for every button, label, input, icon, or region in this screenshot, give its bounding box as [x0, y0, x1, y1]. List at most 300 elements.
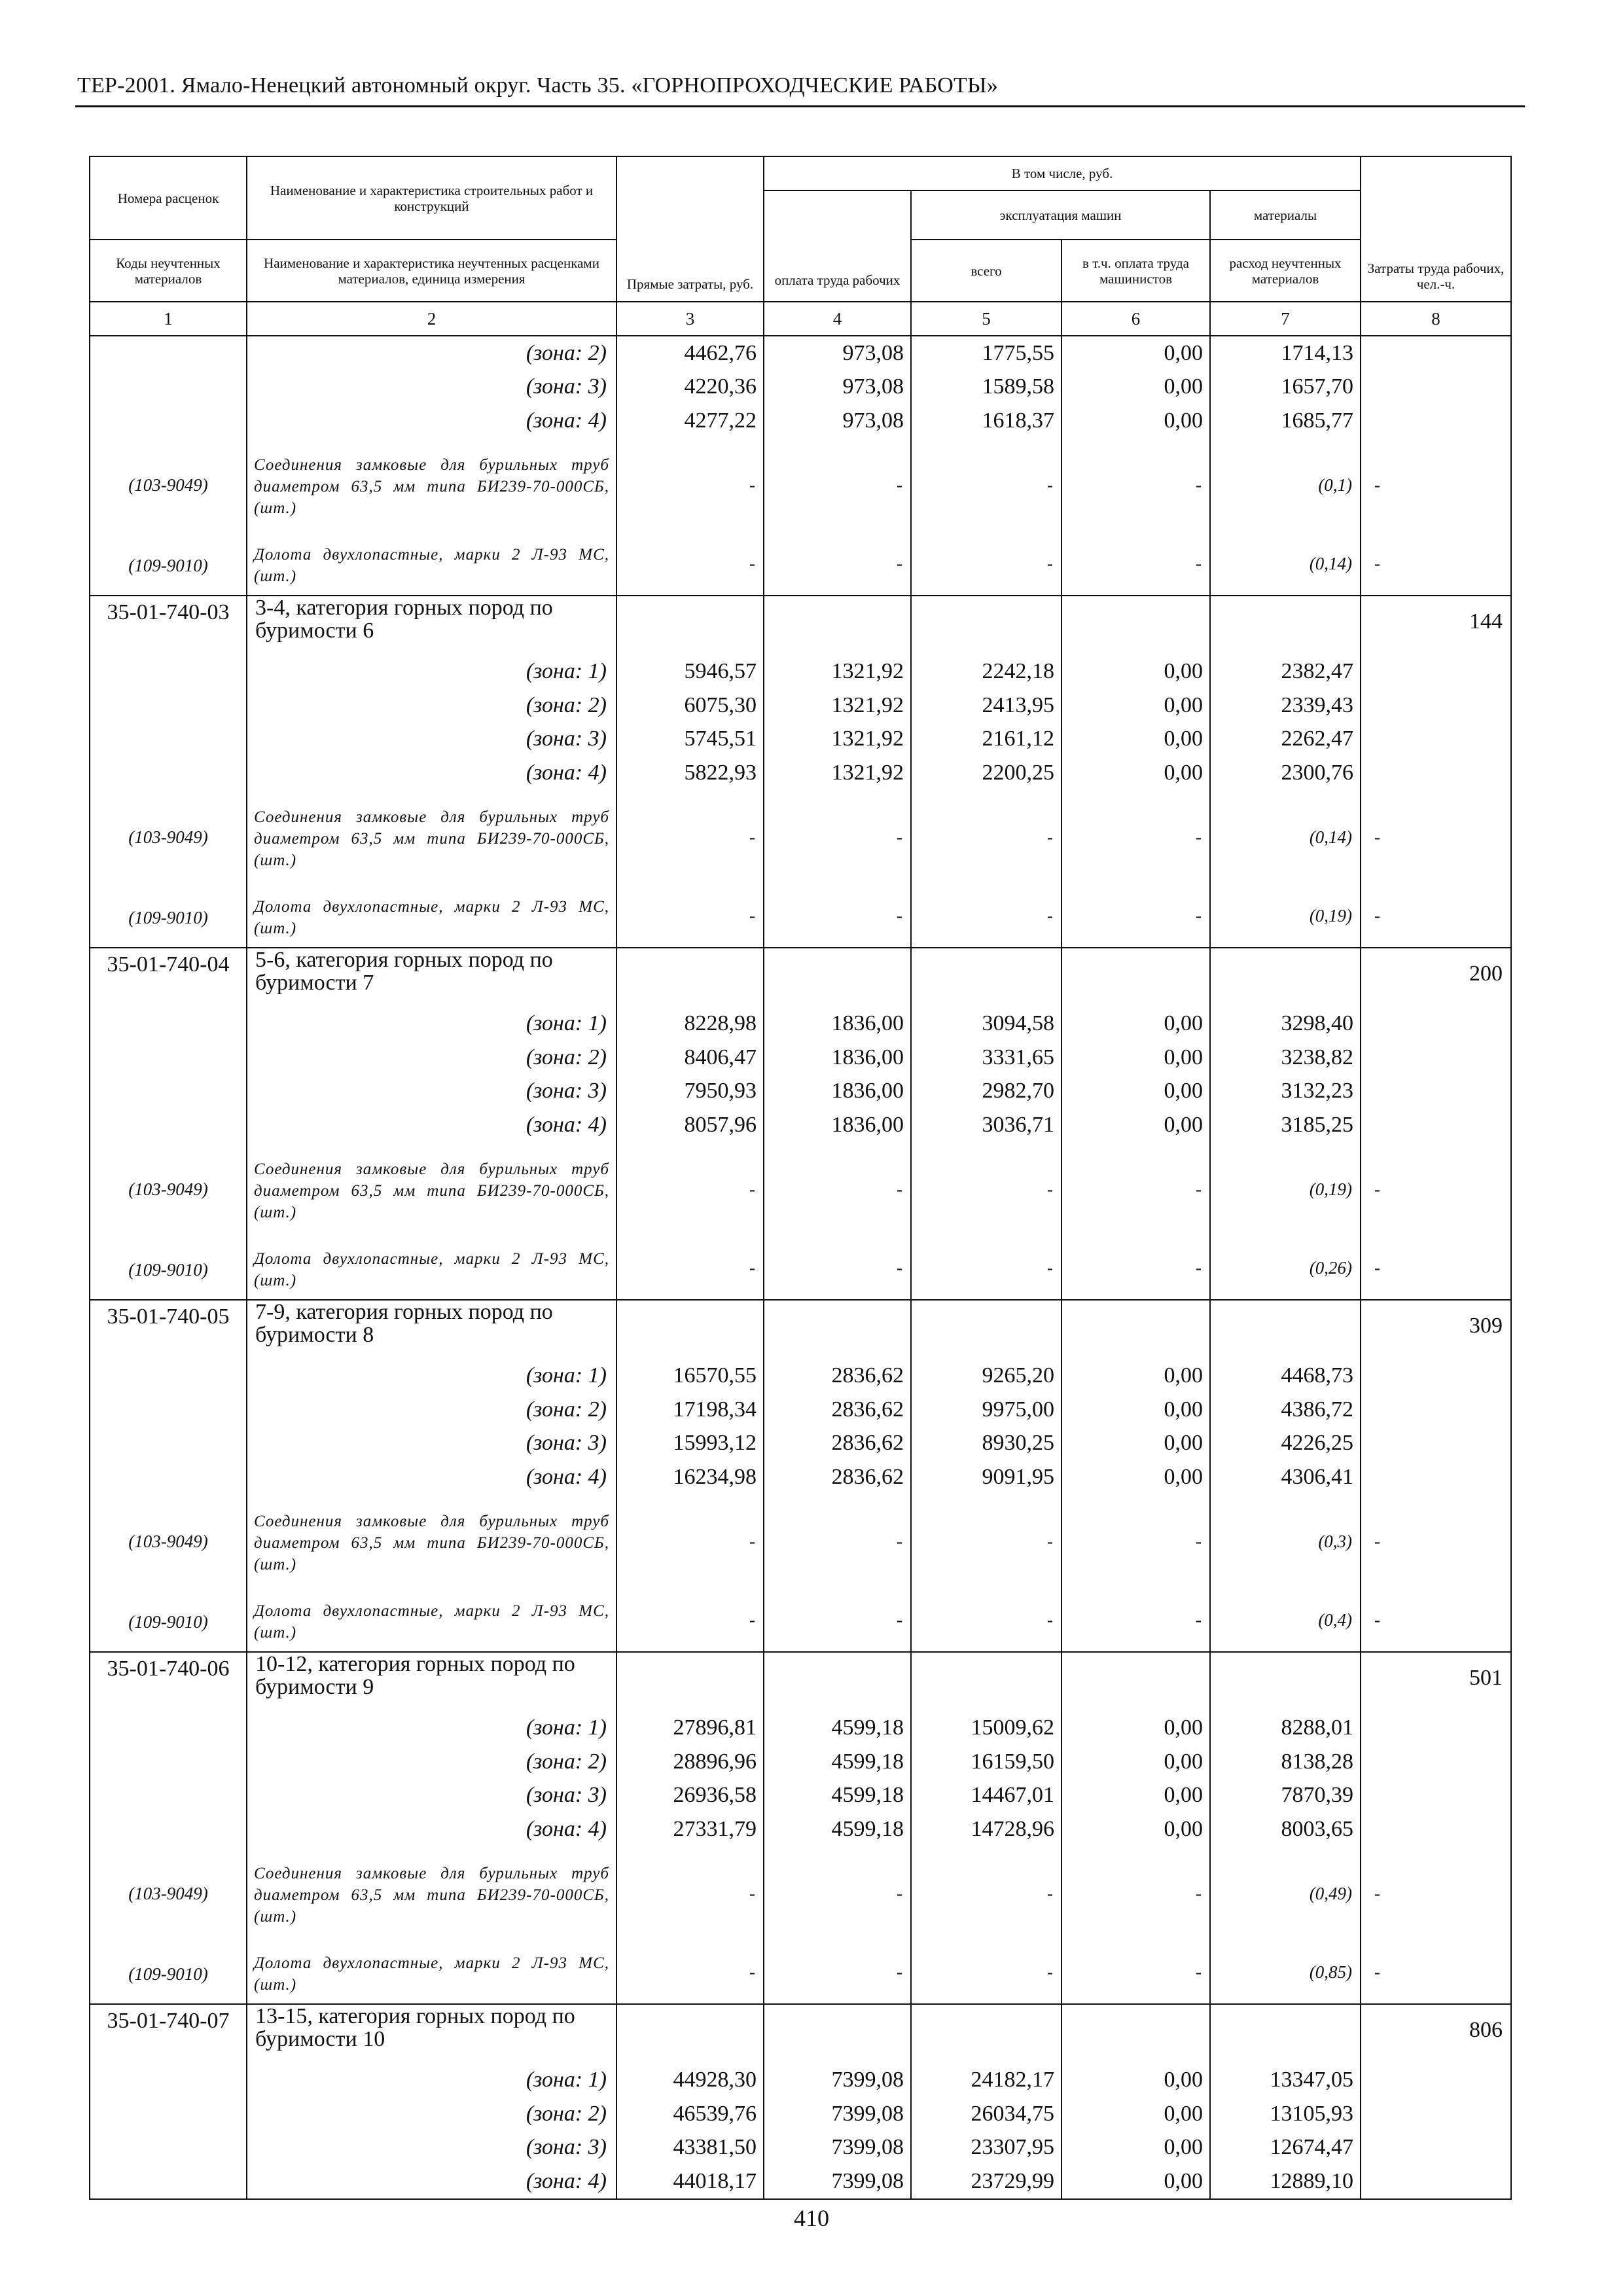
column-number: 5: [911, 302, 1061, 336]
material-code: (103-9049): [90, 1846, 247, 1942]
wages: -: [764, 1846, 911, 1942]
labor-costs: 144: [1361, 596, 1511, 655]
material-row: [90, 1846, 1511, 1942]
material-quantity: (0,3): [1210, 1494, 1361, 1590]
materials: 12674,47: [1210, 2131, 1361, 2165]
direct-cost: 46539,76: [616, 2097, 764, 2131]
page-number: 410: [794, 2205, 829, 2231]
header-material-codes: Коды неучтенных материалов: [90, 240, 247, 302]
material-row: [90, 533, 1511, 596]
machines-total: 3331,65: [911, 1041, 1061, 1075]
zone-label: (зона: 1): [247, 1712, 616, 1746]
material-code: (103-9049): [90, 438, 247, 533]
direct-cost: 26936,58: [616, 1779, 764, 1813]
material-code: (109-9010): [90, 1238, 247, 1300]
operators-wages: 0,00: [1061, 2097, 1210, 2131]
labor-costs: -: [1361, 1846, 1511, 1942]
machines-total: 2161,12: [911, 723, 1061, 757]
wages: -: [764, 1238, 911, 1300]
operators-wages: 0,00: [1061, 2164, 1210, 2199]
machines-total: -: [911, 438, 1061, 533]
column-number: 8: [1361, 302, 1511, 336]
zone-label: (зона: 4): [247, 1460, 616, 1494]
labor-costs: -: [1361, 1142, 1511, 1238]
zone-label: (зона: 2): [247, 2097, 616, 2131]
material-row: [90, 790, 1511, 886]
zone-row: [90, 1108, 1511, 1142]
direct-cost: 8057,96: [616, 1108, 764, 1142]
wages: 7399,08: [764, 2064, 911, 2098]
machines-total: -: [911, 1142, 1061, 1238]
zone-label: (зона: 2): [247, 336, 616, 370]
operators-wages: 0,00: [1061, 1007, 1210, 1041]
material-quantity: (0,26): [1210, 1238, 1361, 1300]
operators-wages: 0,00: [1061, 404, 1210, 438]
materials: 4306,41: [1210, 1460, 1361, 1494]
wages: -: [764, 790, 911, 886]
table-header: [90, 156, 1511, 336]
zone-label: (зона: 2): [247, 1041, 616, 1075]
zone-row: [90, 1041, 1511, 1075]
wages: 1321,92: [764, 689, 911, 723]
direct-cost: 5946,57: [616, 655, 764, 689]
direct-cost: 5745,51: [616, 723, 764, 757]
zone-label: (зона: 2): [247, 1745, 616, 1779]
direct-cost: 5822,93: [616, 756, 764, 790]
direct-cost: -: [616, 1942, 764, 2004]
wages: 973,08: [764, 370, 911, 404]
labor-costs: -: [1361, 1942, 1511, 2004]
zone-row: [90, 689, 1511, 723]
rate-row: [90, 948, 1511, 1007]
material-code: (109-9010): [90, 1942, 247, 2004]
material-quantity: (0,14): [1210, 533, 1361, 596]
labor-costs: 200: [1361, 948, 1511, 1007]
direct-cost: 27331,79: [616, 1812, 764, 1846]
operators-wages: 0,00: [1061, 1812, 1210, 1846]
column-number: 4: [764, 302, 911, 336]
materials: 4226,25: [1210, 1427, 1361, 1461]
materials: 12889,10: [1210, 2164, 1361, 2199]
operators-wages: 0,00: [1061, 1427, 1210, 1461]
header-material-names: Наименование и характеристика неучтенных расценками материалов, единица измерения: [247, 240, 616, 302]
zone-label: (зона: 1): [247, 655, 616, 689]
material-quantity: (0,19): [1210, 1142, 1361, 1238]
materials: 1685,77: [1210, 404, 1361, 438]
zone-label: (зона: 1): [247, 1359, 616, 1393]
wages: 4599,18: [764, 1812, 911, 1846]
header-wages: оплата труда рабочих: [764, 190, 911, 302]
rate-code: 35-01-740-03: [90, 596, 247, 655]
zone-label: (зона: 4): [247, 1108, 616, 1142]
header-unaccounted-materials: расход неучтенных материалов: [1210, 240, 1361, 302]
wages: 973,08: [764, 336, 911, 370]
machines-total: 1618,37: [911, 404, 1061, 438]
wages: 2836,62: [764, 1427, 911, 1461]
header-direct-costs: Прямые затраты, руб.: [616, 156, 764, 302]
wages: -: [764, 1494, 911, 1590]
operators-wages: 0,00: [1061, 1712, 1210, 1746]
machines-total: 23729,99: [911, 2164, 1061, 2199]
direct-cost: -: [616, 438, 764, 533]
zone-label: (зона: 4): [247, 404, 616, 438]
machines-total: 14467,01: [911, 1779, 1061, 1813]
material-quantity: (0,49): [1210, 1846, 1361, 1942]
machines-total: 15009,62: [911, 1712, 1061, 1746]
labor-costs: -: [1361, 438, 1511, 533]
wages: 4599,18: [764, 1712, 911, 1746]
rate-name: 10-12, категория горных пород по буримости 9: [247, 1652, 616, 1712]
wages: -: [764, 1590, 911, 1652]
column-number: 7: [1210, 302, 1361, 336]
wages: -: [764, 438, 911, 533]
zone-label: (зона: 3): [247, 1075, 616, 1109]
machines-total: 9091,95: [911, 1460, 1061, 1494]
rates-table: [89, 156, 1512, 2200]
machines-total: -: [911, 790, 1061, 886]
operators-wages: 0,00: [1061, 1041, 1210, 1075]
materials: 4468,73: [1210, 1359, 1361, 1393]
wages: 4599,18: [764, 1779, 911, 1813]
wages: 973,08: [764, 404, 911, 438]
header-labor-costs: Затраты труда рабочих, чел.-ч.: [1361, 156, 1511, 302]
wages: 7399,08: [764, 2131, 911, 2165]
operators-wages: 0,00: [1061, 756, 1210, 790]
rate-block: [90, 948, 1511, 1300]
material-row: [90, 1590, 1511, 1652]
header-group-incl: В том числе, руб.: [764, 156, 1361, 190]
material-code: (109-9010): [90, 1590, 247, 1652]
material-quantity: (0,85): [1210, 1942, 1361, 2004]
zone-label: (зона: 4): [247, 756, 616, 790]
rate-name: 3-4, категория горных пород по буримости 6: [247, 596, 616, 655]
machines-total: 9975,00: [911, 1393, 1061, 1427]
zone-row: [90, 756, 1511, 790]
direct-cost: -: [616, 1238, 764, 1300]
operators-wages: 0,00: [1061, 689, 1210, 723]
direct-cost: -: [616, 1590, 764, 1652]
operators-wages: 0,00: [1061, 336, 1210, 370]
operators-wages: 0,00: [1061, 370, 1210, 404]
rate-row: [90, 1652, 1511, 1712]
operators-wages: -: [1061, 1942, 1210, 2004]
machines-total: 1775,55: [911, 336, 1061, 370]
wages: 1321,92: [764, 655, 911, 689]
wages: 1836,00: [764, 1075, 911, 1109]
operators-wages: 0,00: [1061, 1359, 1210, 1393]
rate-code: 35-01-740-05: [90, 1300, 247, 1359]
rate-name: 7-9, категория горных пород по буримости 8: [247, 1300, 616, 1359]
materials: 7870,39: [1210, 1779, 1361, 1813]
direct-cost: 8406,47: [616, 1041, 764, 1075]
material-code: (103-9049): [90, 1494, 247, 1590]
operators-wages: 0,00: [1061, 1393, 1210, 1427]
direct-cost: 8228,98: [616, 1007, 764, 1041]
zone-row: [90, 370, 1511, 404]
material-name: Соединения замковые для бурильных труб диаметром 63,5 мм типа БИ239-70-000СБ, (шт.): [247, 438, 616, 533]
rate-row: [90, 1300, 1511, 1359]
zone-row: [90, 2164, 1511, 2199]
zone-row: [90, 723, 1511, 757]
materials: 8288,01: [1210, 1712, 1361, 1746]
machines-total: 23307,95: [911, 2131, 1061, 2165]
machines-total: -: [911, 1590, 1061, 1652]
material-row: [90, 1238, 1511, 1300]
zone-label: (зона: 2): [247, 1393, 616, 1427]
wages: 1836,00: [764, 1007, 911, 1041]
zone-row: [90, 655, 1511, 689]
labor-costs: -: [1361, 1238, 1511, 1300]
direct-cost: 27896,81: [616, 1712, 764, 1746]
rate-name: 13-15, категория горных пород по буримости 10: [247, 2004, 616, 2064]
zone-row: [90, 1007, 1511, 1041]
running-header: ТЕР-2001. Ямало-Ненецкий автономный округ. Часть 35. «ГОРНОПРОХОДЧЕСКИЕ РАБОТЫ»: [77, 73, 999, 98]
column-number: 2: [247, 302, 616, 336]
machines-total: -: [911, 1942, 1061, 2004]
machines-total: 2200,25: [911, 756, 1061, 790]
rate-code: 35-01-740-04: [90, 948, 247, 1007]
zone-row: [90, 1075, 1511, 1109]
rate-code: 35-01-740-07: [90, 2004, 247, 2064]
materials: 8003,65: [1210, 1812, 1361, 1846]
zone-label: (зона: 3): [247, 1779, 616, 1813]
direct-cost: -: [616, 1846, 764, 1942]
zone-row: [90, 2097, 1511, 2131]
header-operators-wages: в т.ч. оплата труда машинистов: [1061, 240, 1210, 302]
zone-row: [90, 336, 1511, 370]
material-quantity: (0,14): [1210, 790, 1361, 886]
column-number: 1: [90, 302, 247, 336]
wages: -: [764, 533, 911, 596]
materials: 1714,13: [1210, 336, 1361, 370]
material-name: Долота двухлопастные, марки 2 Л-93 МС, (шт.): [247, 1238, 616, 1300]
machines-total: -: [911, 1846, 1061, 1942]
material-row: [90, 438, 1511, 533]
zone-row: [90, 2064, 1511, 2098]
rate-block: [90, 1652, 1511, 2004]
machines-total: 9265,20: [911, 1359, 1061, 1393]
rate-name: 5-6, категория горных пород по буримости 7: [247, 948, 616, 1007]
labor-costs: 501: [1361, 1652, 1511, 1712]
zone-row: [90, 404, 1511, 438]
labor-costs: 806: [1361, 2004, 1511, 2064]
direct-cost: 15993,12: [616, 1427, 764, 1461]
zone-label: (зона: 4): [247, 1812, 616, 1846]
operators-wages: 0,00: [1061, 723, 1210, 757]
operators-wages: -: [1061, 1590, 1210, 1652]
rate-block: [90, 2004, 1511, 2199]
machines-total: 8930,25: [911, 1427, 1061, 1461]
zone-row: [90, 1779, 1511, 1813]
direct-cost: 28896,96: [616, 1745, 764, 1779]
labor-costs: -: [1361, 886, 1511, 948]
machines-total: 14728,96: [911, 1812, 1061, 1846]
material-code: (103-9049): [90, 790, 247, 886]
machines-total: -: [911, 886, 1061, 948]
material-name: Долота двухлопастные, марки 2 Л-93 МС, (шт.): [247, 886, 616, 948]
direct-cost: 4220,36: [616, 370, 764, 404]
operators-wages: 0,00: [1061, 1745, 1210, 1779]
material-quantity: (0,4): [1210, 1590, 1361, 1652]
labor-costs: -: [1361, 533, 1511, 596]
rate-row: [90, 2004, 1511, 2064]
materials: 3298,40: [1210, 1007, 1361, 1041]
materials: 13347,05: [1210, 2064, 1361, 2098]
machines-total: 3036,71: [911, 1108, 1061, 1142]
wages: 2836,62: [764, 1460, 911, 1494]
direct-cost: -: [616, 886, 764, 948]
wages: 2836,62: [764, 1393, 911, 1427]
direct-cost: 16234,98: [616, 1460, 764, 1494]
operators-wages: 0,00: [1061, 1779, 1210, 1813]
zone-row: [90, 2131, 1511, 2165]
zone-row: [90, 1427, 1511, 1461]
operators-wages: 0,00: [1061, 1075, 1210, 1109]
zone-row: [90, 1745, 1511, 1779]
labor-costs: 309: [1361, 1300, 1511, 1359]
zone-label: (зона: 1): [247, 1007, 616, 1041]
material-row: [90, 1942, 1511, 2004]
direct-cost: -: [616, 1142, 764, 1238]
wages: 2836,62: [764, 1359, 911, 1393]
direct-cost: 43381,50: [616, 2131, 764, 2165]
wages: 7399,08: [764, 2164, 911, 2199]
zone-row: [90, 1393, 1511, 1427]
material-name: Соединения замковые для бурильных труб диаметром 63,5 мм типа БИ239-70-000СБ, (шт.): [247, 1494, 616, 1590]
wages: 1321,92: [764, 723, 911, 757]
operators-wages: -: [1061, 1238, 1210, 1300]
operators-wages: 0,00: [1061, 2131, 1210, 2165]
machines-total: 26034,75: [911, 2097, 1061, 2131]
wages: 1836,00: [764, 1108, 911, 1142]
zone-label: (зона: 3): [247, 723, 616, 757]
direct-cost: -: [616, 533, 764, 596]
machines-total: 2982,70: [911, 1075, 1061, 1109]
continuation-block: [90, 336, 1511, 596]
column-number: 6: [1061, 302, 1210, 336]
header-rule: [75, 105, 1525, 107]
machines-total: -: [911, 1494, 1061, 1590]
header-machines-total: всего: [911, 240, 1061, 302]
direct-cost: -: [616, 1494, 764, 1590]
rate-row: [90, 596, 1511, 655]
materials: 2262,47: [1210, 723, 1361, 757]
operators-wages: 0,00: [1061, 655, 1210, 689]
direct-cost: 16570,55: [616, 1359, 764, 1393]
material-name: Долота двухлопастные, марки 2 Л-93 МС, (шт.): [247, 1590, 616, 1652]
rate-block: [90, 1300, 1511, 1652]
machines-total: 3094,58: [911, 1007, 1061, 1041]
machines-total: 2413,95: [911, 689, 1061, 723]
wages: -: [764, 1142, 911, 1238]
zone-label: (зона: 1): [247, 2064, 616, 2098]
material-code: (109-9010): [90, 886, 247, 948]
materials: 8138,28: [1210, 1745, 1361, 1779]
machines-total: 24182,17: [911, 2064, 1061, 2098]
header-work-name: Наименование и характеристика строительных работ и конструкций: [247, 156, 616, 240]
zone-row: [90, 1712, 1511, 1746]
material-row: [90, 1494, 1511, 1590]
operators-wages: -: [1061, 886, 1210, 948]
operators-wages: -: [1061, 1142, 1210, 1238]
zone-row: [90, 1460, 1511, 1494]
direct-cost: 7950,93: [616, 1075, 764, 1109]
direct-cost: 44018,17: [616, 2164, 764, 2199]
zone-label: (зона: 3): [247, 1427, 616, 1461]
labor-costs: -: [1361, 790, 1511, 886]
zone-row: [90, 1359, 1511, 1393]
direct-cost: 4277,22: [616, 404, 764, 438]
machines-total: 16159,50: [911, 1745, 1061, 1779]
operators-wages: -: [1061, 790, 1210, 886]
zone-row: [90, 1812, 1511, 1846]
materials: 1657,70: [1210, 370, 1361, 404]
zone-label: (зона: 3): [247, 370, 616, 404]
operators-wages: -: [1061, 1846, 1210, 1942]
material-code: (109-9010): [90, 533, 247, 596]
materials: 3238,82: [1210, 1041, 1361, 1075]
material-name: Долота двухлопастные, марки 2 Л-93 МС, (шт.): [247, 533, 616, 596]
operators-wages: 0,00: [1061, 1460, 1210, 1494]
materials: 3185,25: [1210, 1108, 1361, 1142]
zone-label: (зона: 4): [247, 2164, 616, 2199]
machines-total: -: [911, 533, 1061, 596]
material-code: (103-9049): [90, 1142, 247, 1238]
wages: 1836,00: [764, 1041, 911, 1075]
zone-label: (зона: 3): [247, 2131, 616, 2165]
machines-total: 2242,18: [911, 655, 1061, 689]
header-rate-number: Номера расценок: [90, 156, 247, 240]
direct-cost: 17198,34: [616, 1393, 764, 1427]
direct-cost: -: [616, 790, 764, 886]
operators-wages: 0,00: [1061, 2064, 1210, 2098]
materials: 4386,72: [1210, 1393, 1361, 1427]
machines-total: -: [911, 1238, 1061, 1300]
header-materials: материалы: [1210, 190, 1361, 240]
wages: 4599,18: [764, 1745, 911, 1779]
machines-total: 1589,58: [911, 370, 1061, 404]
materials: 2300,76: [1210, 756, 1361, 790]
wages: 7399,08: [764, 2097, 911, 2131]
direct-cost: 6075,30: [616, 689, 764, 723]
wages: -: [764, 886, 911, 948]
zone-label: (зона: 2): [247, 689, 616, 723]
material-name: Соединения замковые для бурильных труб диаметром 63,5 мм типа БИ239-70-000СБ, (шт.): [247, 1846, 616, 1942]
rate-block: [90, 596, 1511, 948]
material-quantity: (0,19): [1210, 886, 1361, 948]
operators-wages: -: [1061, 438, 1210, 533]
material-name: Соединения замковые для бурильных труб диаметром 63,5 мм типа БИ239-70-000СБ, (шт.): [247, 1142, 616, 1238]
material-name: Долота двухлопастные, марки 2 Л-93 МС, (шт.): [247, 1942, 616, 2004]
materials: 13105,93: [1210, 2097, 1361, 2131]
direct-cost: 4462,76: [616, 336, 764, 370]
operators-wages: -: [1061, 533, 1210, 596]
rate-code: 35-01-740-06: [90, 1652, 247, 1712]
operators-wages: -: [1061, 1494, 1210, 1590]
material-name: Соединения замковые для бурильных труб диаметром 63,5 мм типа БИ239-70-000СБ, (шт.): [247, 790, 616, 886]
wages: -: [764, 1942, 911, 2004]
materials: 2339,43: [1210, 689, 1361, 723]
direct-cost: 44928,30: [616, 2064, 764, 2098]
material-row: [90, 886, 1511, 948]
labor-costs: -: [1361, 1590, 1511, 1652]
materials: 2382,47: [1210, 655, 1361, 689]
material-row: [90, 1142, 1511, 1238]
labor-costs: -: [1361, 1494, 1511, 1590]
wages: 1321,92: [764, 756, 911, 790]
column-number: 3: [616, 302, 764, 336]
header-machines: эксплуатация машин: [911, 190, 1210, 240]
